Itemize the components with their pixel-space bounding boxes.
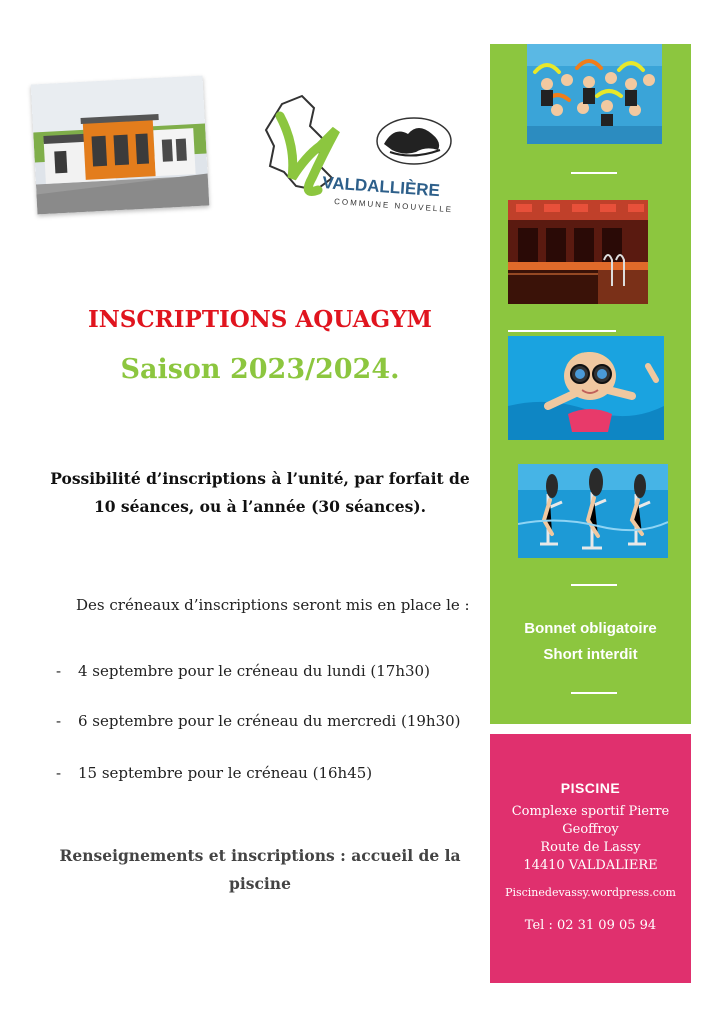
list-dash: - [56,764,62,782]
list-dash: - [56,662,62,680]
cap-mandatory-note: Bonnet obligatoire [524,620,657,637]
info-contact-text [40,842,480,898]
page-title: INSCRIPTIONS AQUAGYM [87,306,432,333]
contact-address [490,803,691,875]
registration-options [40,465,480,521]
info-line2: piscine [229,874,291,893]
separator-line [508,330,616,332]
phone-number: Tel : 02 31 09 05 94 [524,918,657,933]
info-line1: Renseignements et inscriptions : accueil de la [59,846,461,865]
contact-title: PISCINE [560,780,621,796]
logo-subtext: COMMUNE NOUVELLE [333,197,454,215]
slot-text: 4 septembre pour le créneau du lundi (17h30) [78,662,430,680]
registration-options-line1: Possibilité d’inscriptions à l’unité, par forfait de [50,469,470,488]
indoor-pool-photo [508,200,648,304]
list-dash: - [56,712,62,730]
list-item [56,662,430,680]
valdalliere-logo [262,86,458,216]
address-line: Route de Lassy [540,840,641,855]
address-line: Complexe sportif Pierre [511,804,670,819]
shorts-forbidden-note: Short interdit [543,646,638,663]
separator-line [571,172,617,174]
child-swimmer-photo [508,336,664,440]
slot-text: 6 septembre pour le créneau du mercredi (19h30) [78,712,461,730]
season-heading: Saison 2023/2024. [120,354,400,385]
slot-text: 15 septembre pour le créneau (16h45) [78,764,373,782]
address-line: Geoffroy [562,822,619,837]
list-item [56,712,461,730]
building-photo [31,76,210,215]
registration-options-line2: 10 séances, ou à l’année (30 séances). [93,497,427,516]
list-item [56,764,372,782]
separator-line [571,692,617,694]
slots-intro: Des créneaux d’inscriptions seront mis en place le : [76,596,470,614]
aquagym-group-photo [527,44,662,144]
logo-text: VALDALLIÈRE [321,173,441,201]
aquabike-photo [518,464,668,558]
address-line: 14410 VALDALIERE [523,858,658,873]
website-link[interactable]: Piscinedevassy.wordpress.com [505,886,676,899]
separator-line [571,584,617,586]
